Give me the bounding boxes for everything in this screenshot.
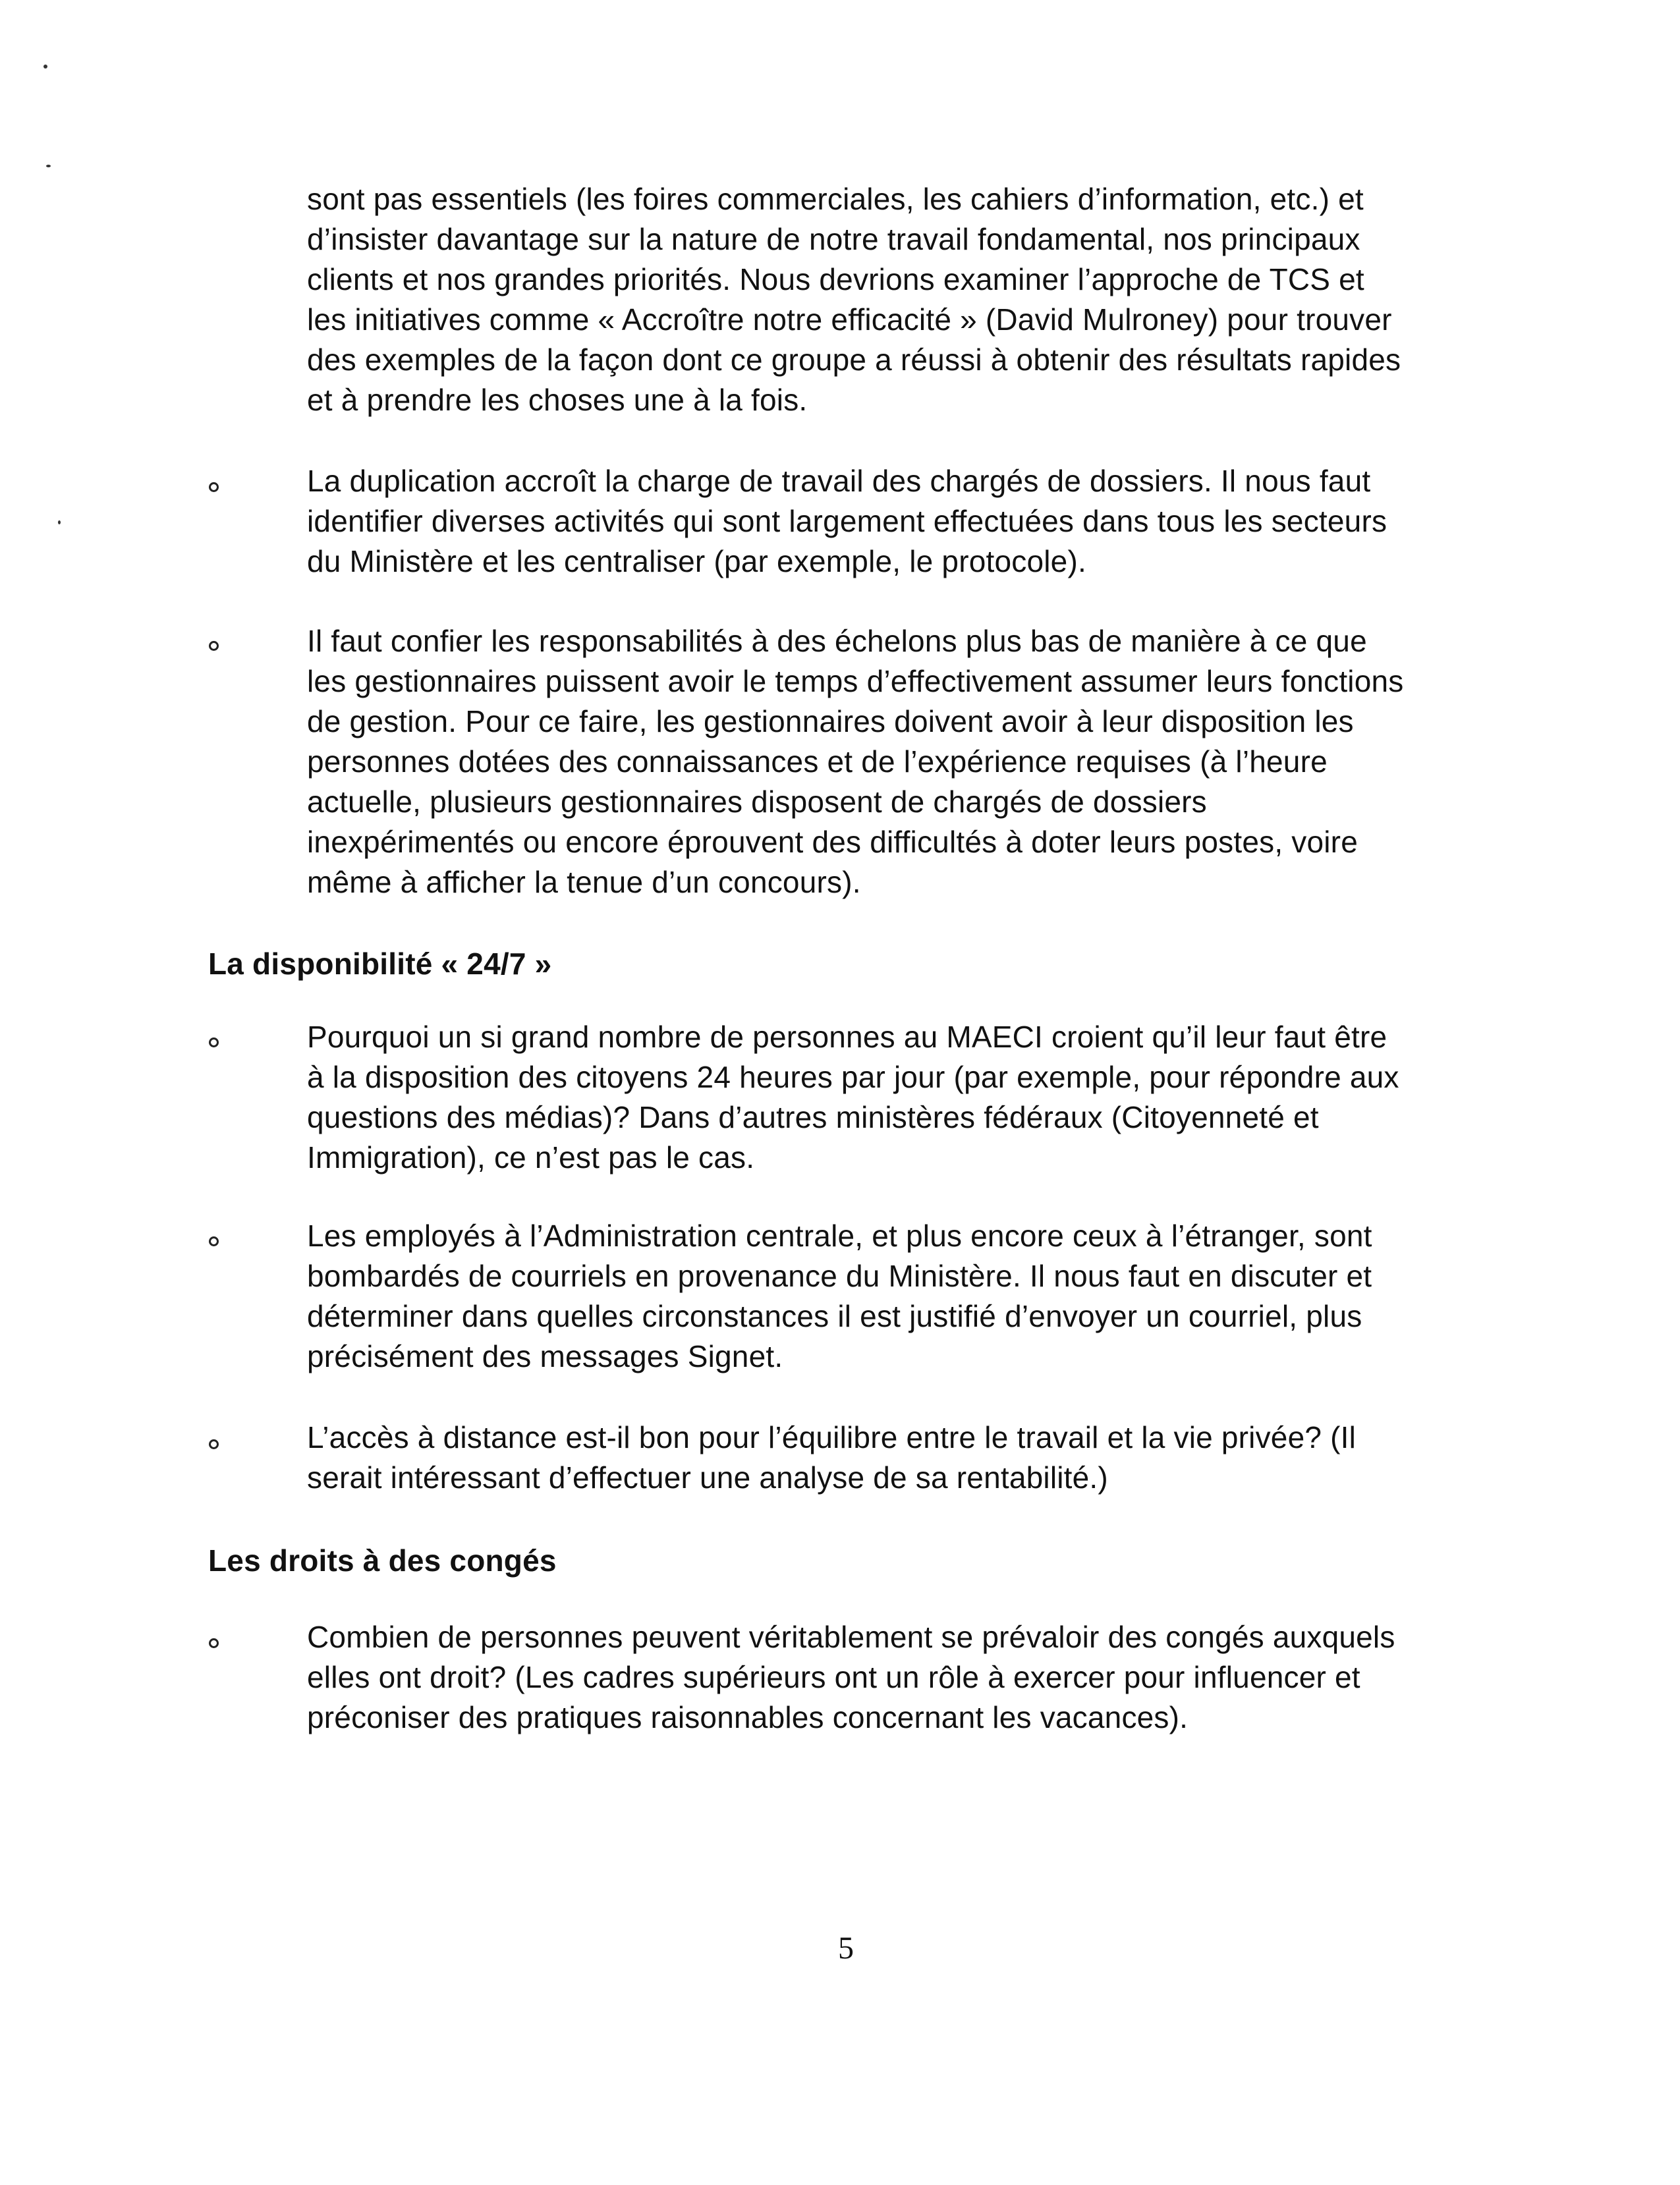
text-line: Il faut confier les responsabilités à des échelons plus bas de manière à ce que (307, 624, 1367, 658)
text-line: Combien de personnes peuvent véritablement se prévaloir des congés auxquels (307, 1620, 1395, 1654)
text-line: déterminer dans quelles circonstances il est justifié d’envoyer un courriel, plus (307, 1299, 1362, 1333)
bullet-item-pourquoi (307, 1017, 1399, 1178)
section-heading-disponibilite: La disponibilité « 24/7 » (208, 947, 552, 981)
scan-speck (58, 520, 61, 524)
bullet-item-conges (307, 1617, 1395, 1738)
text-line: elles ont droit? (Les cadres supérieurs ont un rôle à exercer pour influencer et (307, 1660, 1360, 1694)
text-line: clients et nos grandes priorités. Nous devrions examiner l’approche de TCS et (307, 262, 1364, 296)
text-line: Pourquoi un si grand nombre de personnes au MAECI croient qu’il leur faut être (307, 1020, 1387, 1054)
text-line: les initiatives comme « Accroître notre efficacité » (David Mulroney) pour trouver (307, 302, 1392, 337)
bullet-item-acces-distance (307, 1418, 1356, 1498)
scan-speck (46, 165, 51, 167)
text-line: de gestion. Pour ce faire, les gestionnaires doivent avoir à leur disposition les (307, 704, 1354, 738)
bullet-marker (209, 1638, 219, 1648)
scan-speck (43, 65, 47, 69)
bullet-marker (209, 1439, 219, 1449)
text-line: personnes dotées des connaissances et de l’expérience requises (à l’heure (307, 744, 1328, 779)
text-line: inexpérimentés ou encore éprouvent des difficultés à doter leurs postes, voire (307, 825, 1358, 859)
text-line: bombardés de courriels en provenance du Ministère. Il nous faut en discuter et (307, 1259, 1372, 1293)
text-line: à la disposition des citoyens 24 heures par jour (par exemple, pour répondre aux (307, 1060, 1399, 1094)
page-number: 5 (838, 1931, 854, 1966)
bullet-item-courriels (307, 1216, 1372, 1377)
text-line: du Ministère et les centraliser (par exemple, le protocole). (307, 544, 1086, 578)
text-line: La duplication accroît la charge de travail des chargés de dossiers. Il nous faut (307, 464, 1371, 498)
text-line: Immigration), ce n’est pas le cas. (307, 1140, 755, 1175)
section-heading-conges: Les droits à des congés (208, 1543, 557, 1578)
bullet-marker (209, 641, 219, 651)
bullet-marker (209, 482, 219, 492)
text-line: les gestionnaires puissent avoir le temps d’effectivement assumer leurs fonctions (307, 664, 1404, 698)
text-line: identifier diverses activités qui sont largement effectuées dans tous les secteurs (307, 504, 1387, 538)
text-line: serait intéressant d’effectuer une analyse de sa rentabilité.) (307, 1460, 1108, 1495)
text-line: d’insister davantage sur la nature de notre travail fondamental, nos principaux (307, 222, 1360, 256)
text-line: questions des médias)? Dans d’autres ministères fédéraux (Citoyenneté et (307, 1100, 1319, 1134)
text-line: Les employés à l’Administration centrale, et plus encore ceux à l’étranger, sont (307, 1219, 1372, 1253)
text-line: actuelle, plusieurs gestionnaires disposent de chargés de dossiers (307, 785, 1207, 819)
text-line: préconiser des pratiques raisonnables concernant les vacances). (307, 1700, 1189, 1734)
intro-paragraph (307, 179, 1401, 420)
text-line: L’accès à distance est-il bon pour l’équilibre entre le travail et la vie privée? (Il (307, 1420, 1357, 1454)
text-line: précisément des messages Signet. (307, 1339, 783, 1373)
text-line: des exemples de la façon dont ce groupe a réussi à obtenir des résultats rapides (307, 343, 1401, 377)
bullet-item-duplication (307, 461, 1387, 582)
bullet-item-responsabilites (307, 621, 1404, 902)
bullet-marker (209, 1236, 219, 1246)
text-line: sont pas essentiels (les foires commerciales, les cahiers d’information, etc.) et (307, 182, 1364, 216)
bullet-marker (209, 1037, 219, 1047)
text-line: même à afficher la tenue d’un concours). (307, 865, 861, 899)
text-line: et à prendre les choses une à la fois. (307, 383, 808, 417)
